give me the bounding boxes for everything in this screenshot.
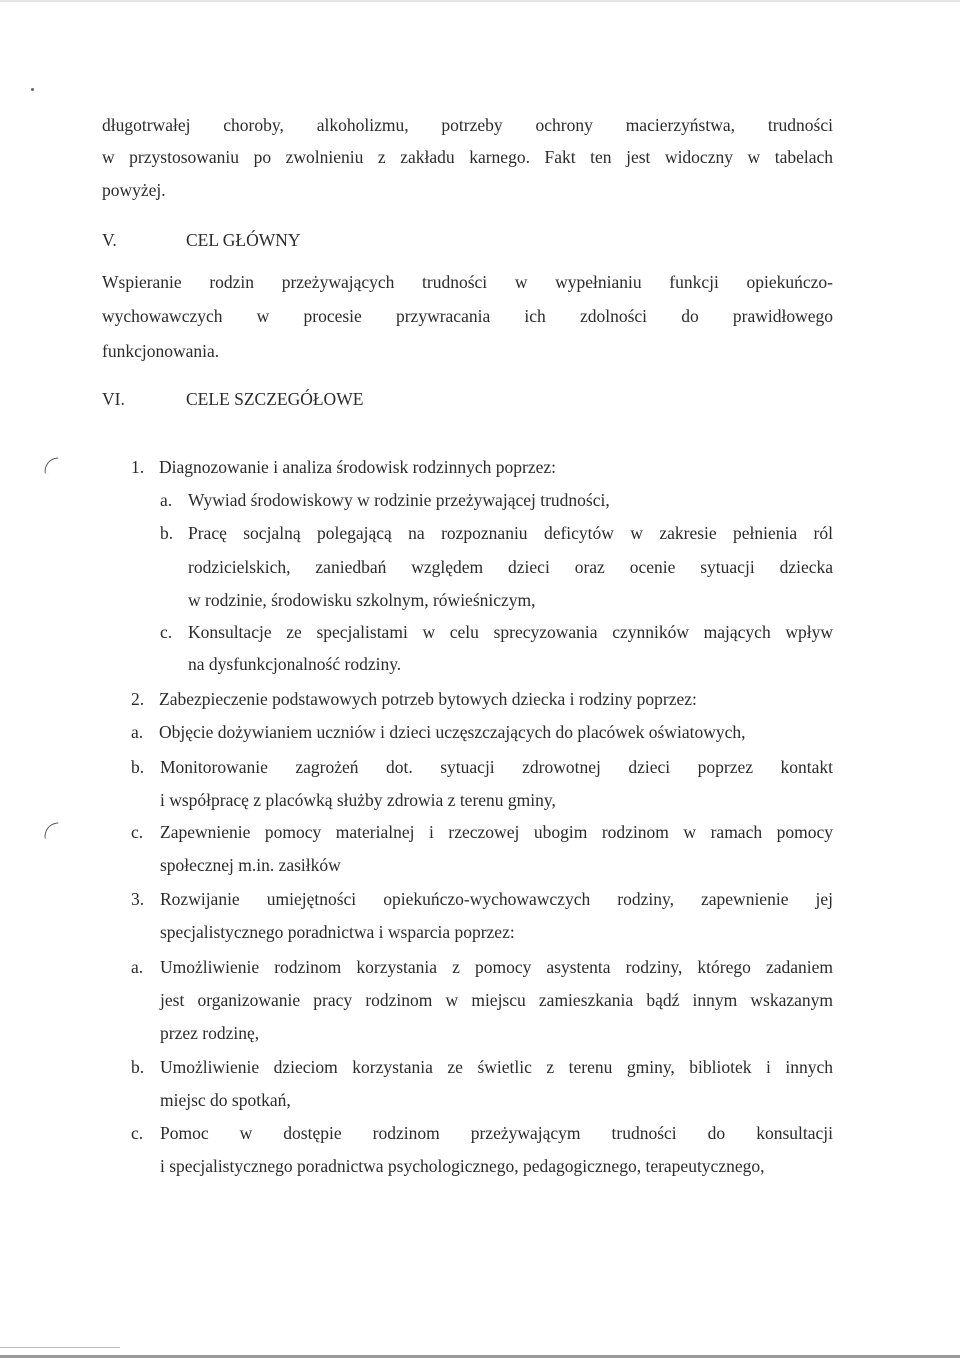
sub-item-text: Konsultacje ze specjalistami w celu sprecyzowania czynników mających wpływ bbox=[188, 622, 833, 642]
sub-item-marker: b. bbox=[160, 523, 174, 543]
goal-marker: 1. bbox=[131, 457, 145, 477]
sub-item-text: Objęcie dożywianiem uczniów i dzieci uczęszczających do placówek oświatowych, bbox=[159, 722, 746, 742]
intro-line: w przystosowaniu po zwolnieniu z zakładu karnego. Fakt ten jest widoczny w tabelach bbox=[102, 147, 833, 167]
goal-marker: 2. bbox=[131, 689, 145, 709]
goal-text: Zabezpieczenie podstawowych potrzeb bytowych dziecka i rodziny poprzez: bbox=[159, 689, 697, 709]
sub-item-text: jest organizowanie pracy rodzinom w miejscu zamieszkania bądź innym wskazanym bbox=[160, 990, 833, 1010]
sub-item-text: przez rodzinę, bbox=[160, 1023, 260, 1043]
sub-item-text: miejsc do spotkań, bbox=[160, 1090, 291, 1110]
sub-item-marker: c. bbox=[160, 622, 173, 642]
scan-speck bbox=[31, 88, 34, 91]
punch-hole-mark-lower bbox=[43, 822, 59, 838]
section-title: CEL GŁÓWNY bbox=[186, 230, 301, 250]
sub-item-marker: c. bbox=[131, 1123, 144, 1143]
sub-item-text: Pomoc w dostępie rodzinom przeżywającym trudności do konsultacji bbox=[160, 1123, 833, 1143]
section-number: V. bbox=[102, 230, 117, 250]
sub-item-marker: b. bbox=[131, 1057, 145, 1077]
sub-item-marker: a. bbox=[131, 957, 144, 977]
section-body-line: funkcjonowania. bbox=[102, 341, 220, 361]
sub-item-text: Wywiad środowiskowy w rodzinie przeżywającej trudności, bbox=[188, 490, 610, 510]
intro-line: długotrwałej choroby, alkoholizmu, potrzeby ochrony macierzyństwa, trudności bbox=[102, 115, 833, 135]
goal-text: Diagnozowanie i analiza środowisk rodzinnych poprzez: bbox=[159, 457, 557, 477]
sub-item-marker: a. bbox=[160, 490, 173, 510]
section-heading-vi bbox=[102, 387, 833, 411]
sub-item-text: społecznej m.in. zasiłków bbox=[160, 855, 341, 875]
intro-line: powyżej. bbox=[102, 180, 166, 200]
sub-item-text: na dysfunkcjonalność rodziny. bbox=[188, 654, 402, 674]
sub-item-text: rodzicielskich, zaniedbań względem dzieci oraz ocenie sytuacji dziecka bbox=[188, 557, 833, 577]
sub-item-text: Zapewnienie pomocy materialnej i rzeczowej ubogim rodzinom w ramach pomocy bbox=[160, 822, 833, 842]
sub-item-marker: a. bbox=[131, 722, 144, 742]
sub-item-text: w rodzinie, środowisku szkolnym, rówieśniczym, bbox=[188, 590, 536, 610]
sub-item-text: i specjalistycznego poradnictwa psychologicznego, pedagogicznego, terapeutycznego, bbox=[160, 1156, 765, 1176]
sub-item-text: Monitorowanie zagrożeń dot. sytuacji zdrowotnej dzieci poprzez kontakt bbox=[160, 757, 833, 777]
sub-item-text: Umożliwienie dzieciom korzystania ze świetlic z terenu gminy, bibliotek i innych bbox=[160, 1057, 833, 1077]
sub-item-text: Umożliwienie rodzinom korzystania z pomocy asystenta rodziny, którego zadaniem bbox=[160, 957, 833, 977]
section-body-line: Wspieranie rodzin przeżywających trudności w wypełnianiu funkcji opiekuńczo- bbox=[102, 272, 833, 292]
sub-item-text: Pracę socjalną polegającą na rozpoznaniu deficytów w zakresie pełnienia ról bbox=[188, 523, 833, 543]
scan-edge-top bbox=[0, 0, 960, 2]
sub-item-marker: c. bbox=[131, 822, 144, 842]
section-body-line: wychowawczych w procesie przywracania ich zdolności do prawidłowego bbox=[102, 306, 833, 326]
punch-hole-mark-upper bbox=[43, 457, 59, 473]
section-heading-v bbox=[102, 228, 833, 252]
goal-text: Rozwijanie umiejętności opiekuńczo-wychowawczych rodziny, zapewnienie jej bbox=[160, 889, 833, 909]
sub-item-text: i współpracę z placówką służby zdrowia z terenu gminy, bbox=[160, 790, 556, 810]
section-number: VI. bbox=[102, 389, 125, 409]
sub-item-marker: b. bbox=[131, 757, 145, 777]
goal-marker: 3. bbox=[131, 889, 145, 909]
section-title: CELE SZCZEGÓŁOWE bbox=[186, 389, 364, 409]
scan-edge-mark bbox=[0, 1347, 120, 1348]
goal-text: specjalistycznego poradnictwa i wsparcia poprzez: bbox=[160, 922, 515, 942]
